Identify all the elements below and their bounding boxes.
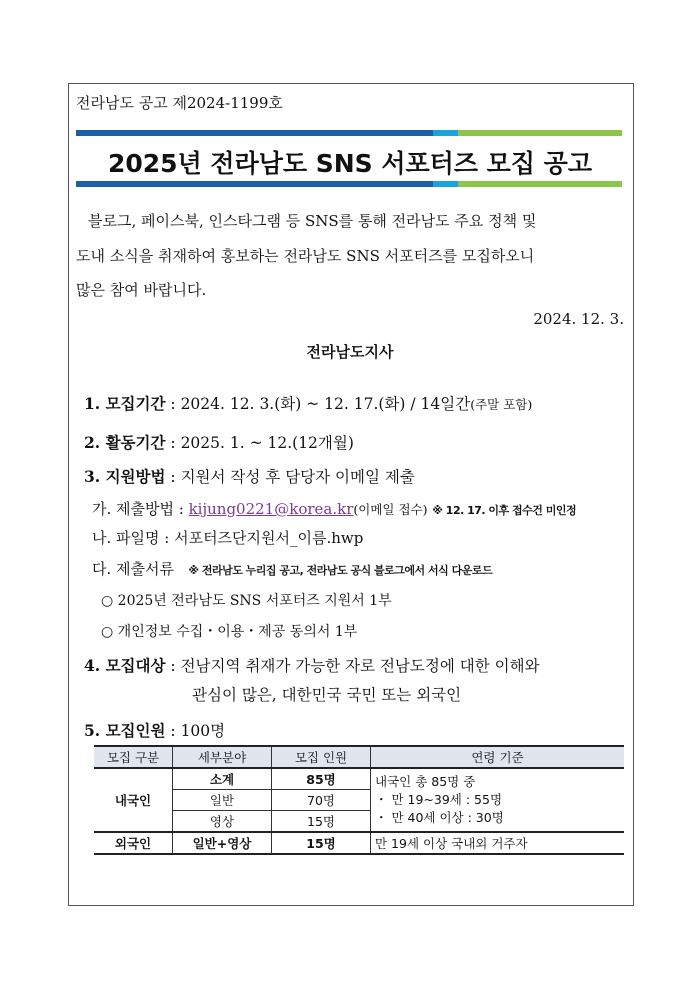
section-label: 1. 모집기간 xyxy=(84,394,166,413)
section-target: 4. 모집대상 : 전남지역 취재가 가능한 자로 전남도정에 대한 이해와 xyxy=(84,656,540,675)
intro-line: 도내 소식을 취재하여 홍보하는 전라남도 SNS 서포터즈를 모집하오니 xyxy=(76,247,535,265)
title-bar-bottom xyxy=(76,181,622,187)
section-target-cont: 관심이 많은, 대한민국 국민 또는 외국인 xyxy=(192,686,462,704)
email-link[interactable]: kijung0221@korea.kr xyxy=(188,500,354,518)
notice-number: 전라남도 공고 제2024-1199호 xyxy=(76,94,283,112)
recruit-table: 모집 구분 세부분야 모집 인원 연령 기준 내국인 소계 85명 내국인 총 85명 중 ・ 만 19~39세 : 55명 ・ 만 40세 이상 : 30명 일반 70명 영상 15명 외국인 일반+영상 15명 만 19세 이상 국내외 거주자 xyxy=(94,745,624,855)
file-name: 나. 파일명 : 서포터즈단지원서_이름.hwp xyxy=(92,529,364,547)
submit-method: 가. 제출방법 : kijung0221@korea.kr(이메일 접수) ※ 12. 17. 이후 접수건 미인정 xyxy=(92,500,577,518)
intro-line: 블로그, 페이스북, 인스타그램 등 SNS를 통해 전라남도 주요 정책 및 xyxy=(88,212,537,230)
doc-item: ○ 개인정보 수집・이용・제공 동의서 1부 xyxy=(101,624,358,640)
section-headcount: 5. 모집인원 : 100명 xyxy=(84,721,226,740)
intro-line: 많은 참여 바랍니다. xyxy=(76,281,207,299)
age-criteria: 내국인 총 85명 중 ・ 만 19~39세 : 55명 ・ 만 40세 이상 : 30명 xyxy=(371,768,625,832)
submit-docs: 다. 제출서류 ※ 전라남도 누리집 공고, 전라남도 공식 블로그에서 서식 다운로드 xyxy=(92,560,493,578)
doc-item: ○ 2025년 전라남도 SNS 서포터즈 지원서 1부 xyxy=(101,593,392,609)
title-bar-top xyxy=(76,130,622,136)
issuer: 전라남도지사 xyxy=(306,343,394,361)
page-title: 2025년 전라남도 SNS 서포터즈 모집 공고 xyxy=(108,149,592,178)
section-recruit-period: 1. 모집기간 : 2024. 12. 3.(화) ~ 12. 17.(화) / 14일간(주말 포함) xyxy=(84,394,533,413)
section-activity-period: 2. 활동기간 : 2025. 1. ~ 12.(12개월) xyxy=(84,433,354,452)
notice-date: 2024. 12. 3. xyxy=(533,310,624,328)
section-apply-method: 3. 지원방법 : 지원서 작성 후 담당자 이메일 제출 xyxy=(84,467,415,486)
